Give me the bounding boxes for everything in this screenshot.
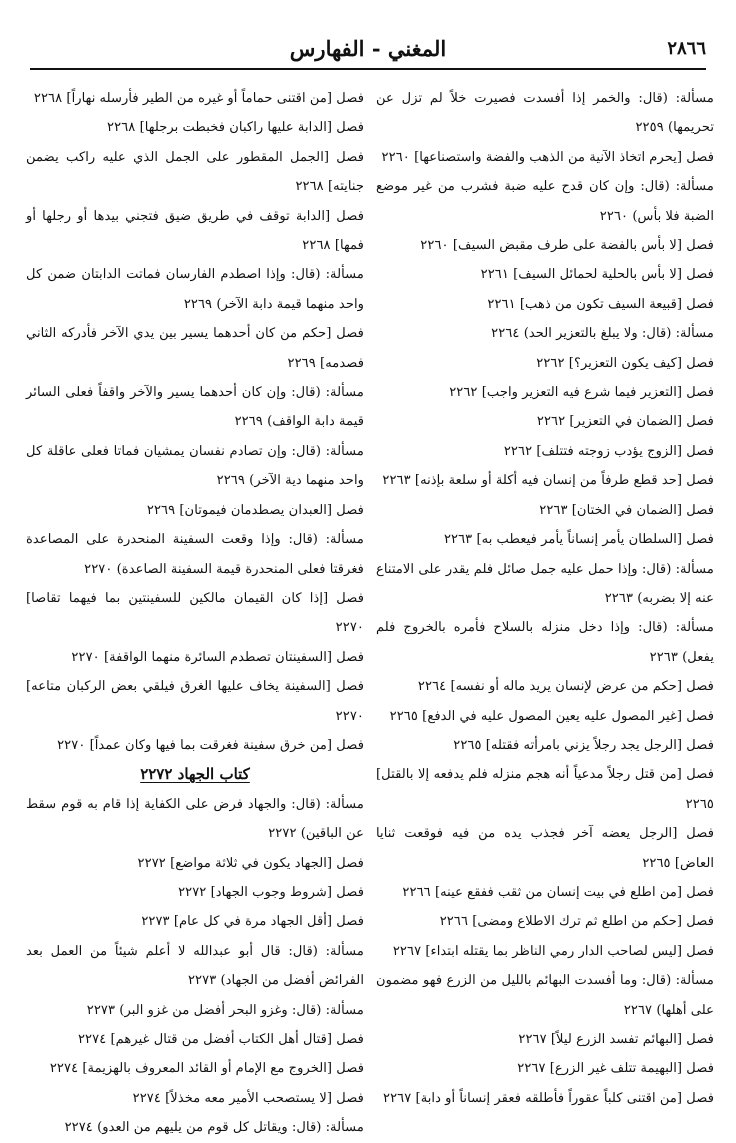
index-entry: فصل [ليس لصاحب الدار رمي الناظر بما يقتله ابتداء] ٢٢٦٧ <box>392 943 714 959</box>
index-entry: فصل [حكم من عرض لإنسان يريد ماله أو نفسه] ٢٢٦٤ <box>417 679 714 695</box>
index-entry: مسألة: (قال: وإذا دخل منزله بالسلاح فأمره بالخروج فلم يفعل) ٢٢٦٣ <box>376 620 714 665</box>
index-entry: مسألة: (قال: وإذا وقعت السفينة المنحدرة على المصاعدة فغرقتا فعلى المنحدرة قيمة السفينة الصاعدة) ٢٢٧٠ <box>26 532 364 577</box>
index-column-left <box>26 84 364 1136</box>
index-entry: فصل [السفينة يخاف عليها الغرق فيلقي بعض الركبان متاعه] ٢٢٧٠ <box>26 679 364 724</box>
index-entry: مسألة: (قال: وإذا حمل عليه جمل صائل فلم يقدر على الامتناع عنه إلا بضربه) ٢٢٦٣ <box>376 561 714 606</box>
index-entry: فصل [من اقتنى كلباً عقوراً فأطلقه فعقر إنساناً أو دابة] ٢٢٦٧ <box>383 1090 714 1106</box>
index-entry: مسألة: (قال: ويقاتل كل قوم من يليهم من العدو) ٢٢٧٤ <box>64 1120 364 1136</box>
index-entry: فصل [من اطلع في بيت إنسان من ثقب ففقع عينه] ٢٢٦٦ <box>402 884 714 900</box>
page-number: ٢٨٦٦ <box>667 38 706 59</box>
index-entry: فصل [الدابة توقف في طريق ضيق فتجني بيدها أو رجلها أو فمها] ٢٢٦٨ <box>26 208 364 254</box>
index-entry: مسألة: (قال: وما أفسدت البهائم بالليل من الزرع فهو مضمون على أهلها) ٢٢٦٧ <box>376 973 714 1018</box>
page-header <box>30 34 706 70</box>
index-entry: فصل [غير المصول عليه يعين المصول عليه في الدفع] ٢٢٦٥ <box>389 708 714 724</box>
index-entry: مسألة: (قال: وإن كان أحدهما يسير والآخر واقفاً فعلى السائر قيمة دابة الواقف) ٢٢٦٩ <box>26 385 364 430</box>
index-entry: فصل [حد قطع طرفاً من إنسان فيه أكلة أو سلعة بإذنه] ٢٢٦٣ <box>382 473 714 489</box>
index-entry: فصل [شروط وجوب الجهاد] ٢٢٧٢ <box>178 884 364 900</box>
index-entry: مسألة: (قال: وإن كان قدح عليه ضبة فشرب من غير موضع الضبة فلا بأس) ٢٢٦٠ <box>376 179 714 224</box>
index-entry: فصل [السلطان يأمر إنساناً يأمر فيعطب به] ٢٢٦٣ <box>443 532 714 548</box>
index-entry: فصل [العبدان يصطدمان فيموتان] ٢٢٦٩ <box>146 502 364 518</box>
index-entry: فصل [حكم من كان أحدهما يسير بين يدي الآخر فأدركه الثاني فصدمه] ٢٢٦٩ <box>26 326 364 371</box>
index-entry: مسألة: (قال: والخمر إذا أفسدت فصيرت خلاً لم تزل عن تحريمها) ٢٢٥٩ <box>376 91 714 136</box>
index-entry: فصل [لا بأس بالحلية لحمائل السيف] ٢٢٦١ <box>480 267 714 283</box>
index-entry: فصل [الرجل يجد رجلاً يزني بامرأته فقتله] ٢٢٦٥ <box>453 737 714 753</box>
index-entry: فصل [السفينتان تصطدم السائرة منهما الواقفة] ٢٢٧٠ <box>71 649 364 665</box>
index-entry: فصل [من قتل رجلاً مدعياً أنه هجم منزله فلم يدفعه إلا بالقتل] ٢٢٦٥ <box>376 767 714 812</box>
index-entry: فصل [كيف يكون التعزير؟] ٢٢٦٢ <box>536 355 714 371</box>
index-entry: فصل [التعزير فيما شرع فيه التعزير واجب] ٢٢٦٢ <box>449 385 714 401</box>
index-entry: فصل [أقل الجهاد مرة في كل عام] ٢٢٧٣ <box>141 914 364 930</box>
running-title: المغني - الفهارس <box>289 36 447 61</box>
index-entry: فصل [حكم من اطلع ثم ترك الاطلاع ومضى] ٢٢٦٦ <box>439 914 714 930</box>
index-entry: فصل [الضمان في الختان] ٢٢٦٣ <box>539 502 714 518</box>
index-entry: فصل [من اقتنى حماماً أو غيره من الطير فأرسله نهاراً] ٢٢٦٨ <box>33 91 364 106</box>
index-column-right <box>376 84 714 1106</box>
index-entry: فصل [من خرق سفينة فغرقت بما فيها وكان عمداً] ٢٢٧٠ <box>57 737 364 753</box>
index-entry: فصل [لا بأس بالفضة على طرف مقبض السيف] ٢٢٦٠ <box>420 238 714 254</box>
index-entry: فصل [الزوج يؤدب زوجته فتتلف] ٢٢٦٢ <box>503 443 714 459</box>
index-entry: فصل [الخروج مع الإمام أو القائد المعروف بالهزيمة] ٢٢٧٤ <box>49 1061 364 1077</box>
index-entry: فصل [البهائم تفسد الزرع ليلاً] ٢٢٦٧ <box>518 1032 714 1047</box>
book-heading: كتاب الجهاد ٢٢٧٢ <box>140 765 250 784</box>
index-entry: مسألة: (قال: وغزو البحر أفضل من غزو البر) ٢٢٧٣ <box>86 1002 364 1018</box>
index-entry: فصل [البهيمة تتلف غير الزرع] ٢٢٦٧ <box>517 1061 714 1077</box>
index-entry: فصل [قتال أهل الكتاب أفضل من قتال غيرهم] ٢٢٧٤ <box>77 1032 364 1047</box>
index-entry: فصل [الضمان في التعزير] ٢٢٦٢ <box>536 414 714 430</box>
index-entry: فصل [الجهاد يكون في ثلاثة مواضع] ٢٢٧٢ <box>137 855 364 871</box>
index-entry: فصل [الرجل يعضه آخر فجذب يده من فيه فوقعت ثنايا العاض] ٢٢٦٥ <box>376 826 714 871</box>
index-entry: مسألة: (قال: وإن تصادم نفسان يمشيان فماتا فعلى عاقلة كل واحد منهما دية الآخر) ٢٢٦٩ <box>26 443 364 489</box>
index-entry: مسألة: (قال: وإذا اصطدم الفارسان فماتت الدابتان ضمن كل واحد منهما قيمة دابة الآخر) ٢٢٦٩ <box>26 267 364 312</box>
index-entry: فصل [الدابة عليها راكبان فخبطت برجلها] ٢٢٦٨ <box>107 120 364 136</box>
index-entry: فصل [قبيعة السيف تكون من ذهب] ٢٢٦١ <box>487 296 714 312</box>
index-entry: فصل [لا يستصحب الأمير معه مخذلاً] ٢٢٧٤ <box>132 1090 364 1106</box>
index-entry: فصل [الجمل المقطور على الجمل الذي عليه راكب يضمن جنايته] ٢٢٦٨ <box>26 149 364 195</box>
index-entry: مسألة: (قال: والجهاد فرض على الكفاية إذا قام به قوم سقط عن الباقين) ٢٢٧٢ <box>26 796 364 842</box>
index-entry: مسألة: (قال: قال أبو عبدالله لا أعلم شيئاً من العمل بعد الفرائض أفضل من الجهاد) ٢٢٧٣ <box>26 943 364 989</box>
index-entry: فصل [إذا كان القيمان مالكين للسفينتين بما فيهما تقاصا] ٢٢٧٠ <box>26 590 364 636</box>
index-entry: فصل [يحرم اتخاذ الآنية من الذهب والفضة واستصناعها] ٢٢٦٠ <box>381 149 714 165</box>
index-entry: مسألة: (قال: ولا يبلغ بالتعزير الحد) ٢٢٦٤ <box>491 326 714 342</box>
